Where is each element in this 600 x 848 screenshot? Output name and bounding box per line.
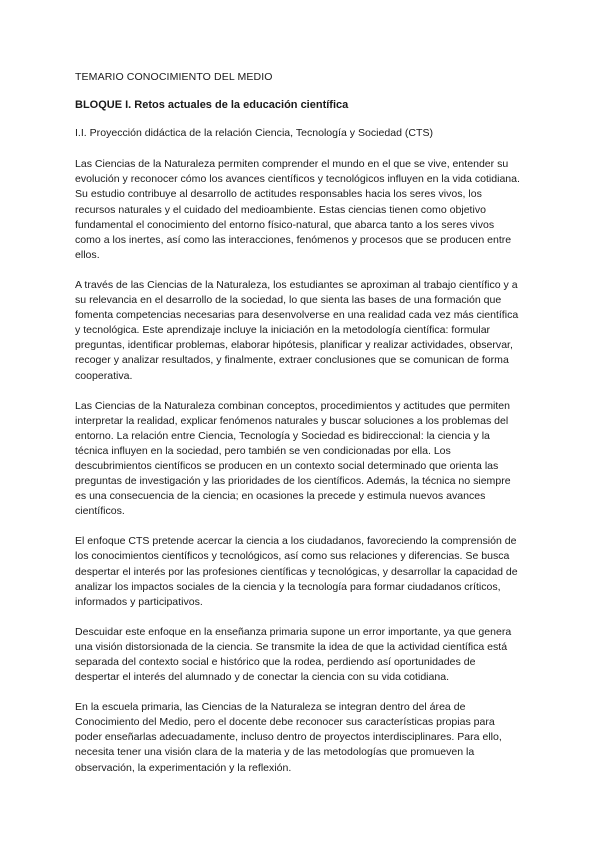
paragraph-3: Las Ciencias de la Naturaleza combinan conceptos, procedimientos y actitudes que permiten interpretar la realidad, explicar fenómenos naturales y buscar soluciones a los problemas del entorno. La relación entre Ciencia, Tecnología y Sociedad es bidireccional: la ciencia y la técnica influyen en la sociedad, pero también se ven condicionadas por ella. Los descubrimientos científicos se producen en un contexto social determinado que orienta las preguntas de investigación y las prioridades de los científicos. Además, la técnica no siempre es una consecuencia de la ciencia; en ocasiones la precede y estimula nuevos avances científicos.: [75, 399, 511, 518]
paragraph-2: A través de las Ciencias de la Naturaleza, los estudiantes se aproximan al trabajo científico y a su relevancia en el desarrollo de la sociedad, lo que sienta las bases de una formación que fomenta competencias necesarias para desenvolverse en una realidad cada vez más científica y tecnológica. Este aprendizaje incluye la iniciación en la metodología científica: formular preguntas, identificar problemas, elaborar hipótesis, planificar y realizar actividades, observar, recoger y analizar resultados, y finalmente, extraer conclusiones que se comunican de forma cooperativa.: [75, 278, 519, 382]
paragraph-1: Las Ciencias de la Naturaleza permiten comprender el mundo en el que se vive, entender su evolución y reconocer cómo los avances científicos y tecnológicos influyen en la vida cotidiana. Su estudio contribuye al desarrollo de actitudes responsables hacia los seres vivos, los recursos naturales y el cuidado del medioambiente. Estas ciencias tienen como objetivo fundamental el conocimiento del entorno físico-natural, que abarca tanto a los seres vivos como a los inertes, así como las interacciones, fenómenos y procesos que se producen entre ellos.: [75, 158, 520, 261]
block-heading: BLOQUE I. Retos actuales de la educación científica: [75, 99, 349, 112]
paragraph-4: El enfoque CTS pretende acercar la ciencia a los ciudadanos, favoreciendo la comprensión de los conocimientos científicos y tecnológicos, así como sus relaciones y diferencias. Se busca despertar el interés por las profesiones científicas y tecnológicas, y desarrollar la capacidad de analizar los impactos sociales de la ciencia y la tecnología para formar ciudadanos críticos, informados y participativos.: [75, 535, 518, 608]
paragraph-6: En la escuela primaria, las Ciencias de la Naturaleza se integran dentro del área de Conocimiento del Medio, pero el docente debe reconocer sus características propias para poder enseñarlas adecuadamente, incluso dentro de proyectos interdisciplinares. Para ello, necesita tener una visión clara de la materia y de las metodologías que promueven la observación, la experimentación y la reflexión.: [75, 701, 502, 774]
section-heading: I.I. Proyección didáctica de la relación Ciencia, Tecnología y Sociedad (CTS): [75, 127, 433, 140]
document-title: TEMARIO CONOCIMIENTO DEL MEDIO: [75, 71, 273, 83]
paragraph-5: Descuidar este enfoque en la enseñanza primaria supone un error importante, ya que genera una visión distorsionada de la ciencia. Se transmite la idea de que la actividad científica está separada del contexto social e histórico que la rodea, perdiendo así oportunidades de despertar el interés del alumnado y de conectar la ciencia con su vida cotidiana.: [75, 625, 512, 684]
